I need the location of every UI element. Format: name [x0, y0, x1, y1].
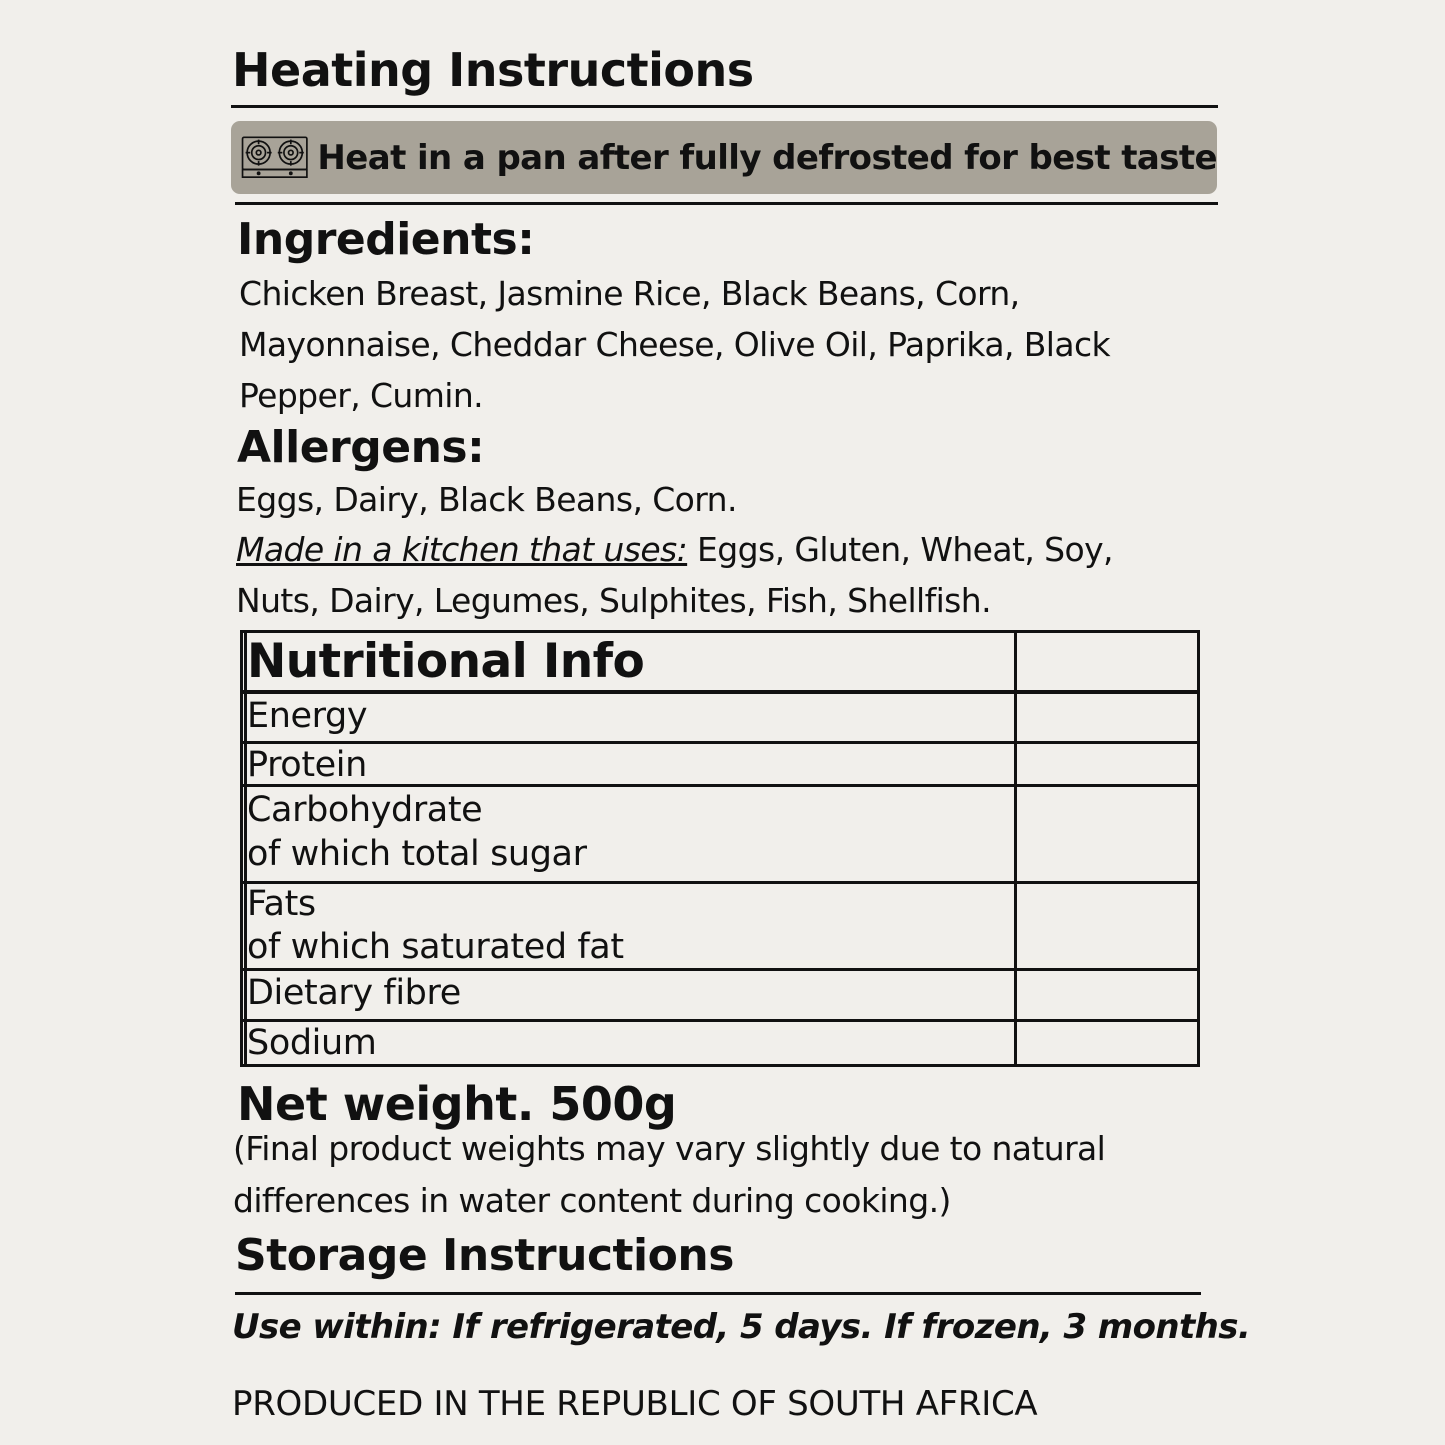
storage-title-rule [235, 1292, 1201, 1295]
allergens-list: Eggs, Dairy, Black Beans, Corn. [236, 480, 737, 519]
nutrition-row-rule [240, 1019, 1200, 1022]
heating-instruction-text: Heat in a pan after fully defrosted for best taste [317, 137, 1217, 178]
nutrition-row-rule [240, 741, 1200, 744]
nutrient-label: Dietary fibre [247, 973, 461, 1013]
heating-title-rule [231, 105, 1218, 108]
nutrient-label: Protein [247, 745, 367, 785]
heating-box-rule [235, 202, 1218, 205]
storage-title: Storage Instructions [235, 1230, 734, 1281]
nutrient-sub-label: of which saturated fat [247, 927, 624, 967]
nutrient-label: Energy [247, 696, 368, 736]
ingredients-title: Ingredients: [237, 214, 535, 265]
net-weight: Net weight. 500g [237, 1077, 677, 1131]
nutrient-sub-label: of which total sugar [247, 834, 587, 874]
nutrient-label: Fats [247, 884, 316, 924]
ingredients-list: Chicken Breast, Jasmine Rice, Black Beans, Corn, Mayonnaise, Cheddar Cheese, Olive Oil, Paprika, Black Pepper, Cumin. [239, 274, 1111, 415]
kitchen-allergens [236, 524, 1201, 626]
kitchen-list: Eggs, Gluten, Wheat, Soy, Nuts, Dairy, Legumes, Sulphites, Fish, Shellfish. [236, 530, 1113, 620]
heating-instruction-box [231, 121, 1217, 194]
allergens-title: Allergens: [237, 422, 485, 473]
nutrition-column-rule [1014, 630, 1017, 1067]
nutrition-row-rule [240, 784, 1200, 787]
origin-statement: PRODUCED IN THE REPUBLIC OF SOUTH AFRICA [232, 1384, 1038, 1424]
storage-use-within: Use within: If refrigerated, 5 days. If frozen, 3 months. [232, 1307, 1251, 1347]
stove-icon [241, 129, 308, 187]
nutrition-title: Nutritional Info [247, 634, 645, 689]
nutrition-row-rule [240, 881, 1200, 884]
nutrient-label: Sodium [247, 1023, 377, 1063]
kitchen-label: Made in a kitchen that uses: [236, 530, 688, 569]
net-weight-note: (Final product weights may vary slightly due to natural differences in water content during cooking.) [233, 1129, 1106, 1220]
nutrient-label: Carbohydrate [247, 790, 483, 830]
heating-title: Heating Instructions [232, 43, 754, 97]
